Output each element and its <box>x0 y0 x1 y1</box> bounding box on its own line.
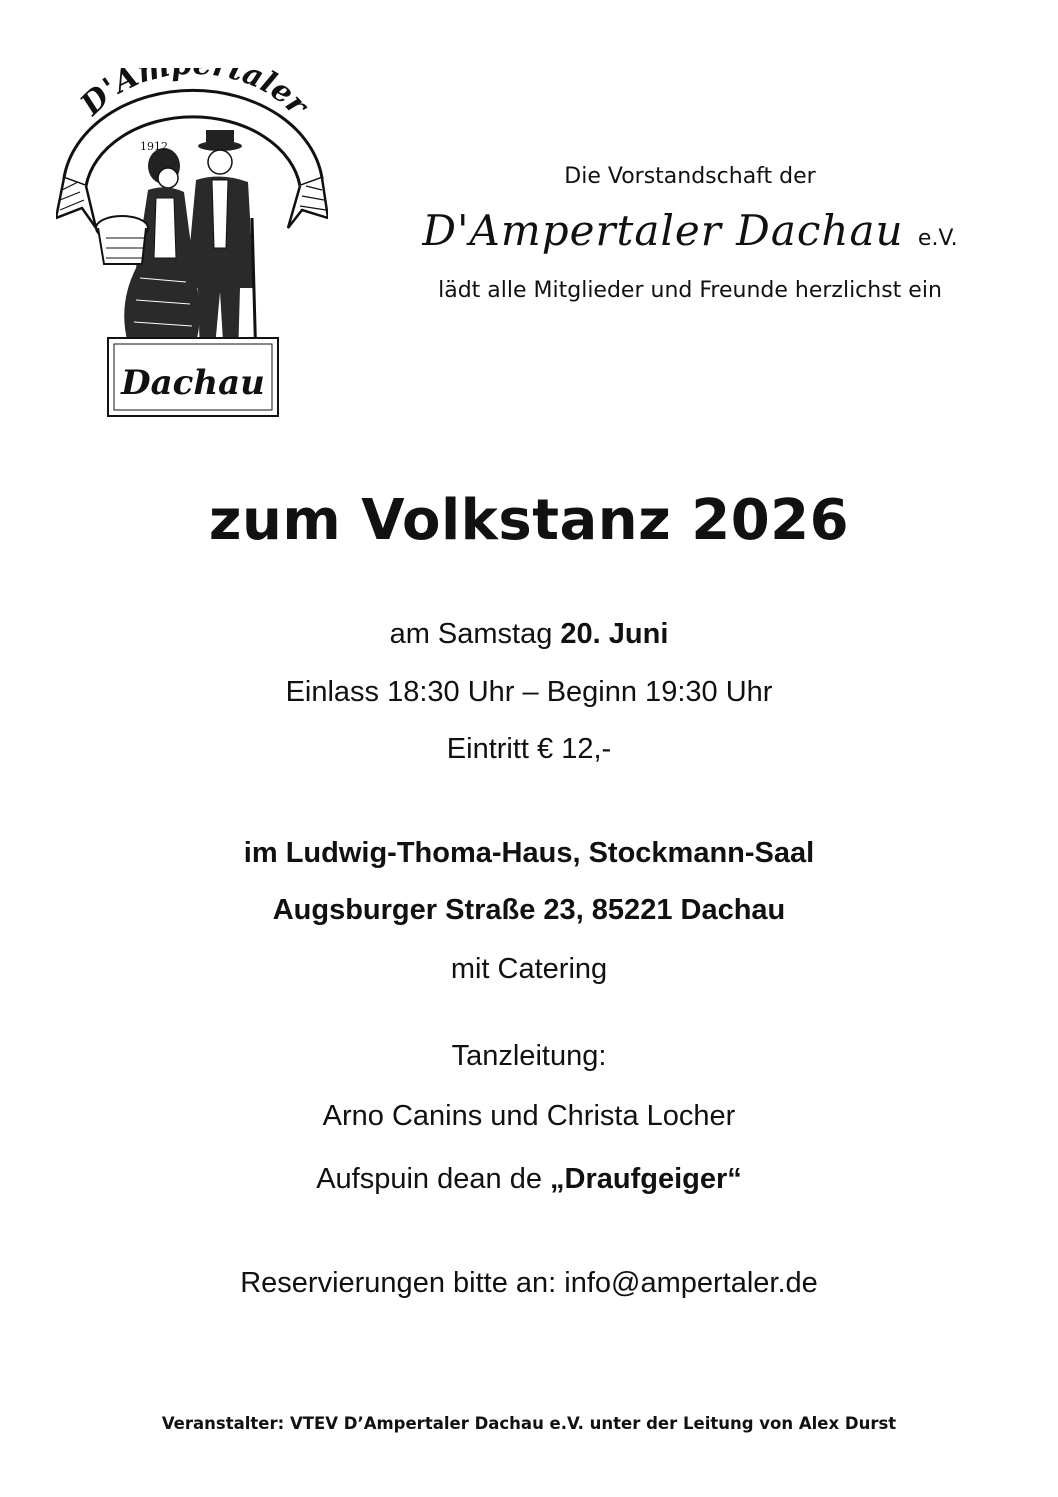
reservation-line: Reservierungen bitte an: info@ampertaler.de <box>240 1267 818 1299</box>
music-line <box>0 1163 1058 1196</box>
music-prefix: Aufspuin dean de <box>316 1163 551 1195</box>
invitation-line: lädt alle Mitglieder und Freunde herzlichst ein <box>438 278 942 303</box>
club-logo-graphic <box>56 68 328 420</box>
venue-name: im Ludwig-Thoma-Haus, Stockmann-Saal <box>243 837 815 869</box>
date-value: 20. Juni <box>560 618 669 650</box>
entry-fee: Eintritt € 12,- <box>446 733 612 765</box>
organizer-footer: Veranstalter: VTEV D’Ampertaler Dachau e.V. unter der Leitung von Alex Durst <box>161 1414 897 1433</box>
club-name-line <box>380 206 1000 255</box>
venue-address: Augsburger Straße 23, 85221 Dachau <box>272 894 786 926</box>
club-suffix: e.V. <box>917 226 958 251</box>
event-times: Einlass 18:30 Uhr – Beginn 19:30 Uhr <box>285 676 773 708</box>
music-band: „Draufgeiger“ <box>550 1163 742 1195</box>
event-title: zum Volkstanz 2026 <box>208 488 850 553</box>
dance-label: Tanzleitung: <box>451 1040 607 1072</box>
dance-leaders: Arno Canins und Christa Locher <box>322 1100 736 1132</box>
logo-arc-text: D'Am taler <box>74 68 315 123</box>
catering-note: mit Catering <box>450 953 608 985</box>
logo-year: 1912 <box>140 140 168 153</box>
club-logo <box>56 68 328 420</box>
intro-line: Die Vorstandschaft der <box>564 164 816 189</box>
event-date <box>0 618 1058 651</box>
date-prefix: am Samstag <box>389 618 561 650</box>
logo-plate-text: Dachau <box>121 363 265 403</box>
club-name: D'Ampertaler Dachau <box>422 206 904 255</box>
